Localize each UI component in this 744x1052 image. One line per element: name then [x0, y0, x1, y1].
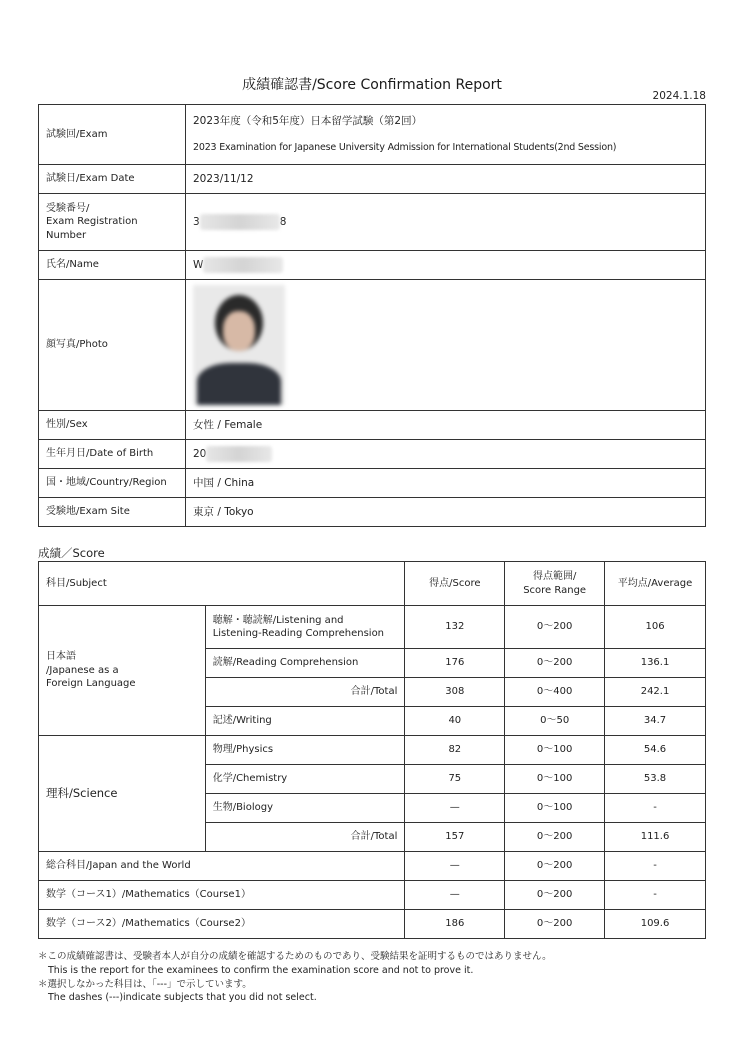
sex-value: 女性 / Female — [186, 411, 706, 440]
writing-average: 34.7 — [605, 707, 706, 736]
math2-subject: 数学（コース2）/Mathematics（Course2） — [39, 910, 405, 939]
note-2-en: The dashes (---)indicate subjects that you did not select. — [48, 992, 317, 1004]
registration-prefix: 3 — [193, 216, 200, 228]
dob-value — [186, 440, 706, 469]
japanese-label-line2: /Japanese as a — [46, 664, 119, 676]
note-1-en: This is the report for the examinees to confirm the examination score and not to prove it. — [48, 964, 474, 976]
japan-world-range: 0～200 — [505, 852, 605, 881]
note-1-ja: ＊この成績確認書は、受験者本人が自分の成績を確認するためのものであり、受験結果を証明するものではありません。 — [38, 951, 552, 962]
site-row — [39, 498, 706, 527]
japanese-total-average: 242.1 — [605, 678, 706, 707]
math2-average: 109.6 — [605, 910, 706, 939]
listening-line1: 聴解・聴読解/Listening and — [212, 614, 344, 626]
registration-label-line3: Number — [46, 229, 87, 241]
dob-row — [39, 440, 706, 469]
info-table — [38, 104, 706, 527]
country-label: 国・地域/Country/Region — [39, 469, 186, 498]
japanese-total-label: 合計/Total — [205, 678, 405, 707]
japan-world-average: - — [605, 852, 706, 881]
biology-score: — — [405, 794, 505, 823]
photo-face — [223, 311, 255, 351]
registration-label — [39, 194, 186, 251]
math1-average: - — [605, 881, 706, 910]
name-row — [39, 251, 706, 280]
sex-label: 性別/Sex — [39, 411, 186, 440]
japanese-label-line3: Foreign Language — [46, 678, 136, 690]
writing-range: 0～50 — [505, 707, 605, 736]
registration-label-line2: Exam Registration — [46, 216, 138, 228]
report-date: 2024.1.18 — [652, 90, 706, 102]
photo-shoulders — [197, 363, 281, 405]
registration-suffix: 8 — [279, 216, 287, 228]
registration-row — [39, 194, 706, 251]
math1-range: 0～200 — [505, 881, 605, 910]
registration-label-line1: 受験番号/ — [46, 202, 90, 214]
exam-row — [39, 105, 706, 165]
math2-range: 0～200 — [505, 910, 605, 939]
header-score: 得点/Score — [405, 562, 505, 606]
redacted-block — [206, 446, 272, 462]
score-table — [38, 561, 706, 939]
physics-score: 82 — [405, 736, 505, 765]
math1-score: — — [405, 881, 505, 910]
name-value — [186, 251, 706, 280]
japanese-label-line1: 日本語 — [46, 651, 76, 663]
name-prefix: W — [193, 259, 204, 271]
chemistry-score: 75 — [405, 765, 505, 794]
country-row — [39, 469, 706, 498]
physics-range: 0～100 — [505, 736, 605, 765]
photo-cell — [186, 280, 706, 411]
exam-label: 試験回/Exam — [39, 105, 186, 165]
score-heading: 成績／Score — [38, 546, 105, 560]
header-range-line1: 得点範囲/ — [532, 571, 577, 582]
physics-average: 54.6 — [605, 736, 706, 765]
reading-score: 176 — [405, 649, 505, 678]
science-total-average: 111.6 — [605, 823, 706, 852]
writing-subject: 記述/Writing — [205, 707, 405, 736]
exam-date-row — [39, 165, 706, 194]
japan-world-score: — — [405, 852, 505, 881]
sex-row — [39, 411, 706, 440]
photo-label: 顔写真/Photo — [39, 280, 186, 411]
math1-subject: 数学（コース1）/Mathematics（Course1） — [39, 881, 405, 910]
footnotes — [38, 950, 552, 1005]
chemistry-subject: 化学/Chemistry — [205, 765, 405, 794]
note-2-ja: ＊選択しなかった科目は、「---」で示しています。 — [38, 978, 252, 990]
reading-average: 136.1 — [605, 649, 706, 678]
redacted-block — [200, 214, 280, 230]
chemistry-range: 0～100 — [505, 765, 605, 794]
listening-score: 132 — [405, 606, 505, 649]
exam-date-label: 試験日/Exam Date — [39, 165, 186, 194]
site-value: 東京 / Tokyo — [186, 498, 706, 527]
exam-value-ja: 2023年度（令和5年度）日本留学試験（第2回） — [193, 115, 423, 127]
writing-score: 40 — [405, 707, 505, 736]
photo-row — [39, 280, 706, 411]
header-range-line2: Score Range — [523, 584, 587, 596]
science-total-label: 合計/Total — [205, 823, 405, 852]
exam-value — [186, 105, 706, 165]
japan-world-subject: 総合科目/Japan and the World — [39, 852, 405, 881]
science-total-range: 0～200 — [505, 823, 605, 852]
name-label: 氏名/Name — [39, 251, 186, 280]
header-subject: 科目/Subject — [39, 562, 405, 606]
dob-prefix: 20 — [193, 448, 207, 460]
table-row — [39, 606, 706, 649]
exam-value-en: 2023 Examination for Japanese University Admission for International Students(2nd Session) — [193, 142, 617, 154]
science-label: 理科/Science — [39, 736, 206, 852]
physics-subject: 物理/Physics — [205, 736, 405, 765]
listening-line2: Listening-Reading Comprehension — [212, 628, 385, 639]
site-label: 受験地/Exam Site — [39, 498, 186, 527]
applicant-photo — [193, 285, 285, 405]
table-row — [39, 910, 706, 939]
table-row — [39, 881, 706, 910]
reading-subject: 読解/Reading Comprehension — [205, 649, 405, 678]
header-average: 平均点/Average — [605, 562, 706, 606]
japanese-total-score: 308 — [405, 678, 505, 707]
biology-average: - — [605, 794, 706, 823]
score-header-row — [39, 562, 706, 606]
biology-range: 0～100 — [505, 794, 605, 823]
listening-range: 0～200 — [505, 606, 605, 649]
reading-range: 0～200 — [505, 649, 605, 678]
dob-label: 生年月日/Date of Birth — [39, 440, 186, 469]
japanese-label — [39, 606, 206, 736]
japanese-total-range: 0～400 — [505, 678, 605, 707]
redacted-block — [203, 257, 283, 273]
exam-date-value: 2023/11/12 — [186, 165, 706, 194]
country-value: 中国 / China — [186, 469, 706, 498]
chemistry-average: 53.8 — [605, 765, 706, 794]
table-row — [39, 736, 706, 765]
listening-average: 106 — [605, 606, 706, 649]
registration-value — [186, 194, 706, 251]
biology-subject: 生物/Biology — [205, 794, 405, 823]
page-title: 成績確認書/Score Confirmation Report — [242, 77, 502, 93]
math2-score: 186 — [405, 910, 505, 939]
header-range — [505, 562, 605, 606]
table-row — [39, 852, 706, 881]
science-total-score: 157 — [405, 823, 505, 852]
listening-subject — [205, 606, 405, 649]
